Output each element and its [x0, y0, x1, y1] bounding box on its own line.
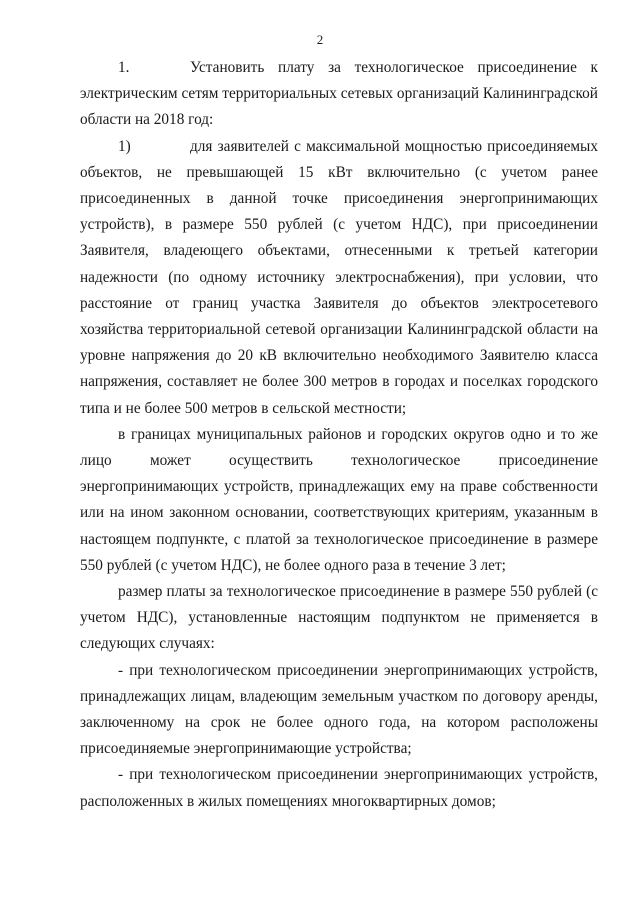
item-number: 1. [118, 59, 130, 76]
paragraph-item-1 [80, 55, 598, 134]
paragraph-subitem-1 [80, 134, 598, 422]
paragraph-text: для заявителей с максимальной мощностью присоединяемых объектов, не превышающей 15 кВт включительно (с учетом ранее присоединенных в данной точке присоединения энергопринимающих устройств), в размере 550 рублей (с учетом НДС), при присоединении Заявителя, владеющего объектами, отнесенными к третьей категории надежности (по одному источнику электроснабжения), при условии, что расстояние от границ участка Заявителя до объектов электросетевого хозяйства территориальной сетевой организации Калининградской области на уровне напряжения до 20 кВ включительно необходимого Заявителю класса напряжения, составляет не более 300 метров в городах и поселках городского типа и не более 500 метров в сельской местности; [80, 137, 598, 417]
document-body [80, 55, 598, 815]
subitem-number: 1) [118, 137, 131, 155]
page-number: 2 [316, 32, 324, 47]
paragraph-text: - при технологическом присоединении энергопринимающих устройств, принадлежащих лицам, владеющим земельным участком по договору аренды, заключенному на срок не более одного года, на котором расположены присоединяемые энергопринимающие устройства; [80, 661, 598, 758]
paragraph-text: размер платы за технологическое присоединение в размере 550 рублей (с учетом НДС), установленные настоящим подпунктом не применяется в следующих случаях: [80, 583, 598, 653]
paragraph-text: в границах муниципальных районов и городских округов одно и то же лицо может осуществить технологическое присоединение энергопринимающих устройств, принадлежащих ему на праве собственности или на ином законном основании, соответствующих критериям, указанным в настоящем подпункте, с платой за технологическое присоединение в размере 550 рублей (с учетом НДС), не более одного раза в течение 3 лет; [80, 425, 598, 574]
paragraph-exception-lease [80, 658, 598, 763]
paragraph-text: Установить плату за технологическое присоединение к электрическим сетям территориальных сетевых организаций Калининградской области на 2018 год: [80, 59, 598, 129]
paragraph-exceptions-intro [80, 579, 598, 658]
paragraph-exception-apartments [80, 762, 598, 814]
paragraph-territorial-limits [80, 422, 598, 579]
paragraph-text: - при технологическом присоединении энергопринимающих устройств, расположенных в жилых помещениях многоквартирных домов; [80, 766, 598, 810]
